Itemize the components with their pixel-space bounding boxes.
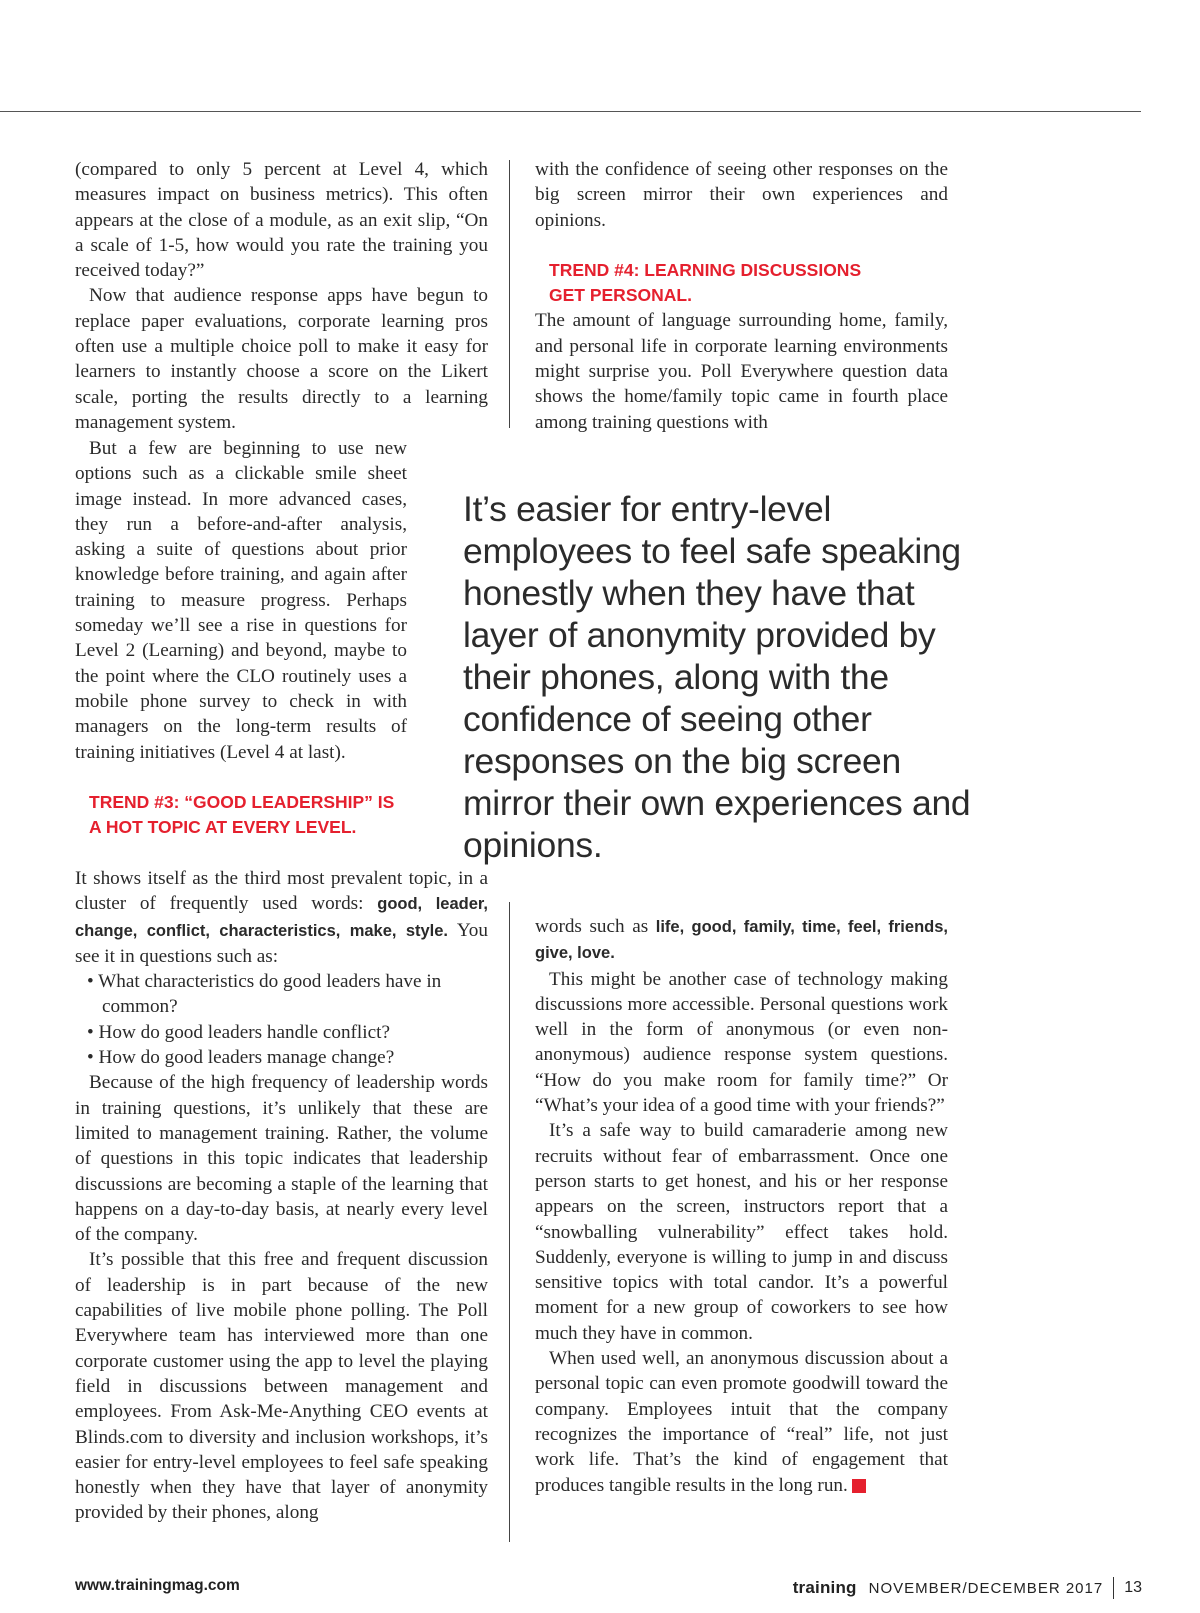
footer-right [793,1577,1142,1599]
issue-date: NOVEMBER/DECEMBER 2017 [868,1579,1104,1597]
paragraph [535,1346,948,1498]
left-column-bottom [75,866,488,1526]
page-number: 13 [1124,1579,1142,1596]
top-rule [0,111,1141,112]
list-item: • How do good leaders manage change? [87,1047,395,1069]
paragraph: Now that audience response apps have begun to replace paper evaluations, corporate learning pros often use a multiple choice poll to make it easy for learners to instantly choose a score on the Likert scale, porting the results directly to a learning management system. [75,285,488,433]
footer-divider [1113,1577,1114,1599]
list-item: • What characteristics do good leaders have in common? [87,971,442,1018]
pull-quote: It’s easier for entry-level employees to feel safe speaking honestly when they have that layer of anonymity provided by their phones, along with the confidence of seeing other responses on the big screen mirror their own experiences and opinions. [463,489,971,865]
final-paragraph-text: When used well, an anonymous discussion about a personal topic can even promote goodwill toward the company. Employees intuit that the company recognizes the importance of “real” life, not just work life. That’s the kind of engagement that produces tangible results in the long run. [535,1348,948,1496]
trend4-heading-line2: GET PERSONAL. [549,285,692,306]
paragraph: with the confidence of seeing other responses on the big screen mirror their own experiences and opinions. [535,159,948,231]
paragraph: This might be another case of technology making discussions more accessible. Personal questions work well in the form of anonymous (or even non-anonymous) audience response system questions. “How do you make room for family time?” Or “What’s your idea of a good time with your friends?” [535,968,948,1117]
trend3-intro-after: You see it in questions such as: [75,919,488,967]
trend4-heading: TREND #4: LEARNING DISCUSSIONS [549,259,862,280]
left-column-narrow [75,436,407,840]
trend4-keywords: life, good, family, time, feel, friends, give, love. [535,918,948,963]
column-divider-lower [509,902,510,1542]
question-list [75,969,488,1070]
words-prefix: words such as [535,916,656,937]
paragraph: (compared to only 5 percent at Level 4, which measures impact on business metrics). This often appears at the close of a module, as an exit slip, “On a scale of 1-5, how would you rate the training you received today?” [75,159,488,282]
paragraph: But a few are beginning to use new options such as a clickable smile sheet image instead. In more advanced cases, they run a before-and-after analysis, asking a suite of questions about prior knowledge before training, and again after training to measure progress. Perhaps someday we’ll see a rise in questions for Level 2 (Learning) and beyond, maybe to the point where the CLO routinely uses a mobile phone survey to check in with managers on the long-term results of training initiatives (Level 4 at last). [75,438,407,763]
magazine-brand: training [792,1578,857,1597]
end-mark-icon: t [852,1479,866,1493]
paragraph: It’s a safe way to build camaraderie among new recruits without fear of embarrassment. Once one person starts to get honest, and his or her response appears on the screen, instructors report that a “snowballing vulnerability” effect takes hold. Suddenly, everyone is willing to jump in and discuss sensitive topics with total candor. It’s a powerful moment for a new group of coworkers to see how much they have in common. [535,1120,948,1344]
right-column-top [535,157,948,435]
right-column-bottom [535,914,948,1498]
trend4-keywords-line [535,914,948,967]
trend3-heading-line2: A HOT TOPIC AT EVERY LEVEL. [89,817,357,838]
paragraph: It’s possible that this free and frequent discussion of leadership is in part because of the new capabilities of live mobile phone polling. The Poll Everywhere team has interviewed more than one corporate customer using the app to level the playing field in discussions between management and employees. From Ask-Me-Anything CEO events at Blinds.com to diversity and inclusion workshops, it’s easier for entry-level employees to feel safe speaking honestly when they have that layer of anonymity provided by their phones, along [75,1249,488,1524]
paragraph: Because of the high frequency of leadership words in training questions, it’s unlikely that these are limited to management training. Rather, the volume of questions in this topic indicates that leadership discussions are becoming a staple of the learning that happens on a day-to-day basis, at nearly every level of the company. [75,1072,488,1246]
column-divider-upper [509,160,510,428]
footer-url: www.trainingmag.com [75,1577,240,1594]
list-item: • How do good leaders handle conflict? [87,1021,390,1043]
left-column-top [75,157,488,435]
trend3-intro-text: It shows itself as the third most prevalent topic, in a cluster of frequently used words: [75,868,488,915]
trend3-heading: TREND #3: “GOOD LEADERSHIP” IS [89,791,395,812]
trend3-keywords: good, leader, change, conflict, characteristics, make, style. [75,895,488,940]
paragraph: The amount of language surrounding home, family, and personal life in corporate learning environments might surprise you. Poll Everywhere question data shows the home/family topic came in fourth place among training questions with [535,310,948,433]
trend3-intro [75,866,488,969]
